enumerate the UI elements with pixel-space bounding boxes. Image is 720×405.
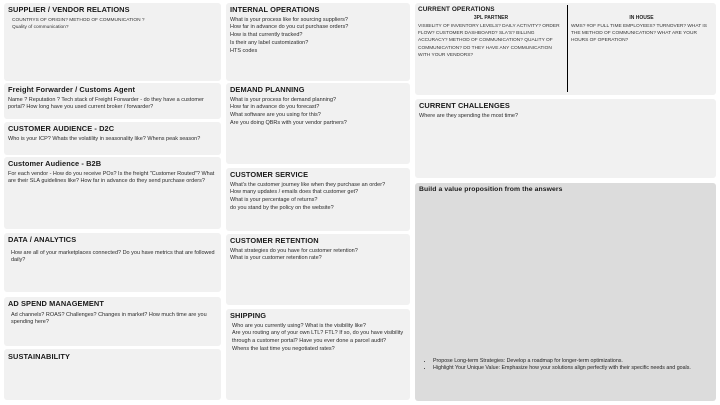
freight-text: Name ? Reputation ? Tech stack of Freight Forwarder - do they have a customer portal? How long have you used current broker / forwarder? <box>8 96 204 111</box>
in-house-text: WMS? #OF FULL TIME EMPLOYEES? TURNOVER? WHAT IS THE METHOD OF COMMUNICATION? WHAT ARE YOUR HOURS OF OPERATION? <box>571 24 707 44</box>
internal-ops-line: Is their any label customization? <box>230 40 309 47</box>
internal-ops-title: INTERNAL OPERATIONS <box>230 5 320 14</box>
shipping-card <box>226 309 410 400</box>
b2b-text: For each vendor - How do you receive POs? Is the freight "Customer Routed"? What are their SLA guidelines like? How far in advance do they send purchase orders? <box>8 170 215 185</box>
d2c-card <box>4 122 221 155</box>
freight-title: Freight Forwarder / Customs Agent <box>8 85 136 94</box>
b2b-title: Customer Audience - B2B <box>8 159 102 168</box>
column-divider <box>567 5 568 92</box>
customer-service-title: CUSTOMER SERVICE <box>230 170 309 179</box>
retention-line: What strategies do you have for customer retention? <box>230 247 358 254</box>
3pl-partner-text: VISIBILITY OF INVENTORY LEVELS? DAILY ACTIVITY? ORDER FLOW? CUSTOMER DASHBOARD? SLA'S? BILLING ACCURACY? METHOD OF COMMUNICATION? QUALITY OF COMMUNICATION? DO THEY HAVE ANY COMMUNICATION WITH YOUR VENDORS? <box>418 24 560 58</box>
data-analytics-text: How are all of your marketplaces connected? Do you have metrics that are followed daily? <box>11 249 215 264</box>
challenges-card <box>415 99 716 178</box>
supplier-title: SUPPLIER / VENDOR RELATIONS <box>8 5 130 14</box>
internal-ops-line: HTS codes <box>230 48 258 55</box>
supplier-line: Quality of communication? <box>12 24 69 30</box>
challenges-title: CURRENT CHALLENGES <box>419 101 510 110</box>
demand-line: Are you doing QBRs with your vendor partners? <box>230 120 347 127</box>
current-ops-title: CURRENT OPERATIONS <box>418 6 495 13</box>
in-house-header: IN HOUSE <box>629 15 654 21</box>
supplier-line: COUNTRYS OF ORIGIN? METHOD OF COMMUNICATION ? <box>12 17 145 23</box>
value-prop-bullet: • Highlight Your Unique Value: Emphasize how your solutions align perfectly with their specific needs and goals. <box>433 365 708 373</box>
ad-spend-text: Ad channels? ROAS? Challenges? Changes in market? How much time are you spending here? <box>11 311 207 326</box>
retention-card <box>226 234 410 305</box>
customer-service-line: What's the customer journey like when they purchase an order? <box>230 181 386 188</box>
d2c-title: CUSTOMER AUDIENCE - D2C <box>8 124 115 133</box>
value-prop-title: Build a value proposition from the answers <box>419 186 563 193</box>
internal-ops-card <box>226 3 410 81</box>
demand-planning-card <box>226 83 410 164</box>
shipping-line: Whens the last time you negotiated rates? <box>232 346 335 353</box>
customer-service-line: do you stand by the policy on the website? <box>230 205 334 212</box>
customer-service-line: How many updates / emails does that customer get? <box>230 189 359 196</box>
challenges-line: Where are they spending the most time? <box>419 112 519 119</box>
current-ops-card <box>415 3 716 95</box>
sustainability-card <box>4 349 221 400</box>
sustainability-title: SUSTAINABILITY <box>8 352 71 361</box>
ad-spend-card <box>4 297 221 346</box>
value-prop-card <box>415 183 716 401</box>
demand-planning-title: DEMAND PLANNING <box>230 85 305 94</box>
ad-spend-title: AD SPEND MANAGEMENT <box>8 299 104 308</box>
customer-service-card <box>226 168 410 231</box>
supplier-card <box>4 3 221 81</box>
shipping-title: SHIPPING <box>230 311 267 320</box>
value-prop-bullets <box>425 358 708 373</box>
data-analytics-title: DATA / ANALYTICS <box>8 235 77 244</box>
customer-service-line: What is your percentage of returns? <box>230 197 318 204</box>
internal-ops-line: How is that currently tracked? <box>230 32 303 39</box>
retention-line: What is your customer retention rate? <box>230 255 322 262</box>
freight-card <box>4 83 221 119</box>
demand-line: How far in advance do you forecast? <box>230 104 320 111</box>
b2b-card <box>4 157 221 229</box>
shipping-line: Are you routing any of your own LTL? FTL? If so, do you have visibility through a customer portal? Have you ever done a parcel audit? <box>232 330 404 345</box>
data-analytics-card <box>4 233 221 292</box>
retention-title: CUSTOMER RETENTION <box>230 236 319 245</box>
shipping-line: Who are you currently using? What is the visibility like? <box>232 322 366 329</box>
d2c-text: Who is your ICP? Whats the volatility in seasonality like? Whens peak season? <box>8 135 201 142</box>
value-prop-bullet: • Propose Long-term Strategies: Develop a roadmap for longer-term optimizations. <box>433 358 708 366</box>
demand-line: What is your process for demand planning? <box>230 96 337 103</box>
3pl-partner-header: 3PL PARTNER <box>473 15 509 21</box>
internal-ops-line: What is your process like for sourcing suppliers? <box>230 16 348 23</box>
internal-ops-line: How far in advance do you cut purchase orders? <box>230 24 349 31</box>
demand-line: What software are you using for this? <box>230 112 321 119</box>
